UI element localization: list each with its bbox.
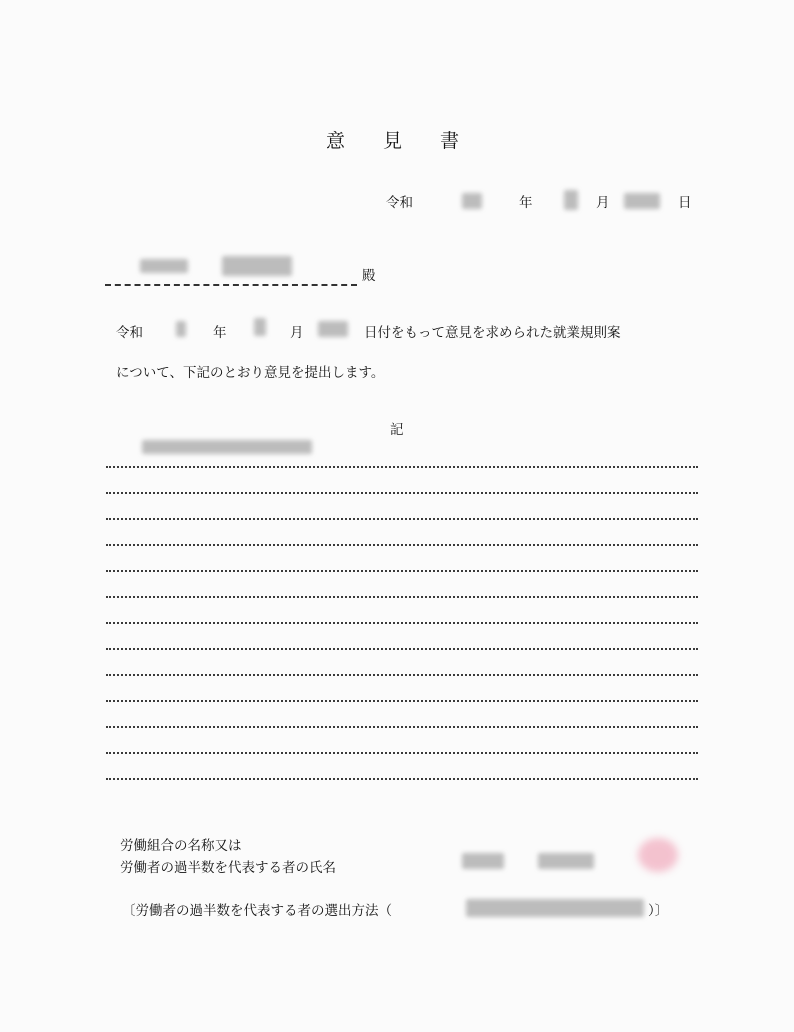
redacted-addressee-name <box>222 256 292 276</box>
ruled-line <box>106 648 698 650</box>
selection-method-prefix: 〔労働者の過半数を代表する者の選出方法（ <box>122 903 392 919</box>
date-day-label: 日 <box>678 195 692 211</box>
ruled-line <box>106 700 698 702</box>
title-char: 意 <box>326 130 346 152</box>
ruled-line <box>106 596 698 598</box>
body-era: 令和 <box>116 325 143 341</box>
redacted-body-day <box>318 321 348 337</box>
title-char: 書 <box>440 130 460 152</box>
redacted-selection-method <box>466 899 644 917</box>
body-line2: について、下記のとおり意見を提出します。 <box>116 365 385 381</box>
redacted-day <box>624 193 660 209</box>
date-month-label: 月 <box>596 195 610 211</box>
ruled-line <box>106 674 698 676</box>
document-title <box>326 126 459 153</box>
redacted-body-year <box>176 321 186 337</box>
ruled-line <box>106 752 698 754</box>
redacted-year <box>462 193 482 209</box>
ruled-line <box>106 622 698 624</box>
body-month-label: 月 <box>290 325 304 341</box>
body-year-label: 年 <box>213 325 227 341</box>
ruled-line <box>106 726 698 728</box>
ruled-line <box>106 466 698 468</box>
date-year-label: 年 <box>519 195 533 211</box>
signature-line2: 労働者の過半数を代表する者の氏名 <box>120 860 336 876</box>
body-line1-rest: 日付をもって意見を求められた就業規則案 <box>364 325 621 341</box>
addressee-suffix: 殿 <box>362 268 376 284</box>
signature-line1: 労働組合の名称又は <box>120 838 242 854</box>
addressee-underline <box>105 284 357 286</box>
ruled-line <box>106 570 698 572</box>
ruled-line <box>106 492 698 494</box>
redacted-representative-surname <box>462 853 504 869</box>
seal-stamp <box>638 838 678 872</box>
redacted-body-month <box>254 318 266 336</box>
redacted-addressee-org <box>140 259 188 273</box>
redacted-month <box>564 190 578 210</box>
ruled-line <box>106 778 698 780</box>
selection-method-suffix: ）〕 <box>648 903 669 919</box>
redacted-representative-given-name <box>538 853 594 869</box>
ruled-line <box>106 544 698 546</box>
redacted-opinion-text <box>142 440 312 454</box>
date-era: 令和 <box>386 195 413 211</box>
ki-heading: 記 <box>390 422 404 438</box>
title-char: 見 <box>383 130 403 152</box>
ruled-line <box>106 518 698 520</box>
